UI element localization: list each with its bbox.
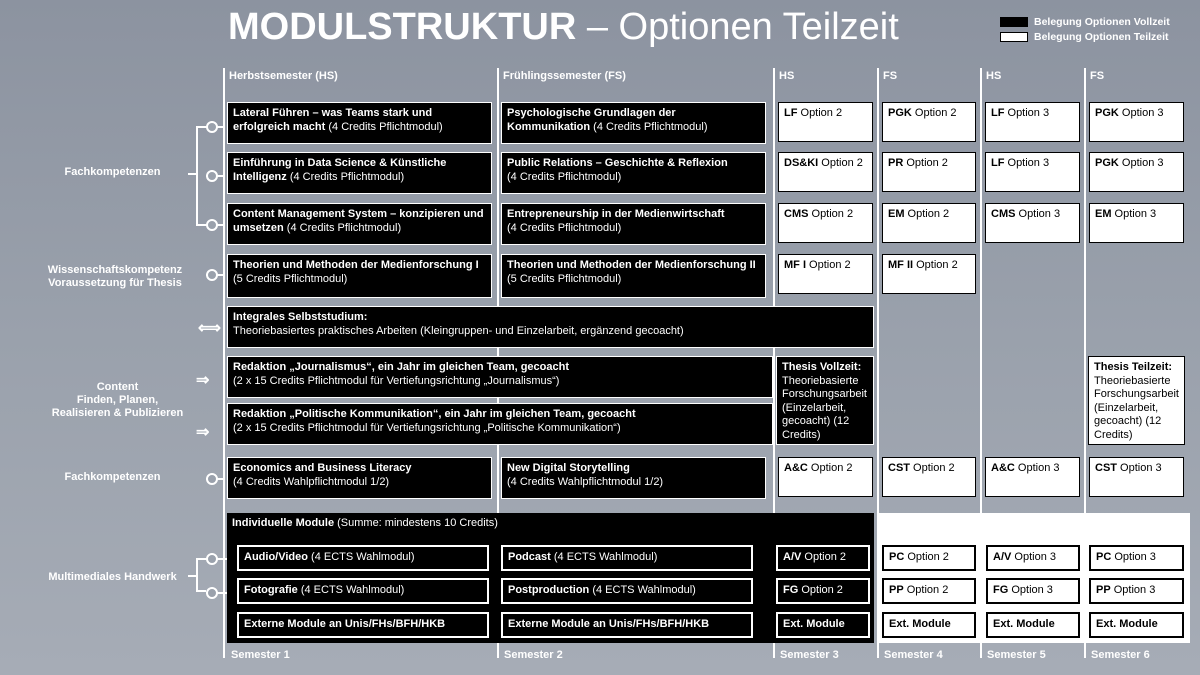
arrow-right-icon: ⇒: [196, 372, 210, 389]
individuelle-module-title: Individuelle Module (Summe: mindestens 10 Credits): [232, 517, 498, 529]
module-data-science: Einführung in Data Science & Künstliche Intelligenz (4 Credits Pflichtmodul): [227, 152, 492, 194]
thesis-vollzeit: Thesis Vollzeit: Theoriebasierte Forschungsarbeit (Einzelarbeit, gecoacht) (12 Credits): [776, 356, 874, 445]
option-mf1-2: MF I Option 2: [778, 254, 873, 294]
column-head-4: FS: [883, 70, 898, 82]
column-head-hs: Herbstsemester (HS): [229, 70, 338, 82]
option-ac-3: A&C Option 3: [985, 457, 1080, 497]
option-ext-4: Ext. Module: [882, 612, 976, 638]
option-dski-2: DS&KI Option 2: [778, 152, 873, 192]
option-pgk-2: PGK Option 2: [882, 102, 976, 142]
semester-label: Semester 6: [1091, 649, 1150, 661]
black-swatch: [1000, 17, 1028, 27]
side-label-fachkompetenzen: Fachkompetenzen: [64, 166, 161, 178]
module-postproduction: Postproduction (4 ECTS Wahlmodul): [501, 578, 753, 604]
semester-label: Semester 5: [987, 649, 1046, 661]
connector-line: [188, 173, 198, 175]
double-arrow-icon: ⟺: [198, 320, 221, 337]
option-ext-5: Ext. Module: [986, 612, 1080, 638]
module-cms: Content Management System – konzipieren und umsetzen (4 Credits Pflichtmodul): [227, 203, 492, 245]
module-entrepreneurship: Entrepreneurship in der Medienwirtschaft (4 Credits Pflichtmodul): [501, 203, 766, 245]
module-medienforschung-1: Theorien und Methoden der Medienforschung I (5 Credits Pflichtmodul): [227, 254, 492, 298]
arrow-right-icon: ⇒: [196, 424, 210, 441]
module-integrales-selbststudium: Integrales Selbststudium: Theoriebasiertes praktisches Arbeiten (Kleingruppen- und Einzelarbeit, ergänzend gecoacht): [227, 306, 874, 348]
connector-dot: [206, 170, 218, 182]
option-pr-2: PR Option 2: [882, 152, 976, 192]
option-av-2: A/V Option 2: [776, 545, 870, 571]
option-cms-3: CMS Option 3: [985, 203, 1080, 243]
module-storytelling: New Digital Storytelling (4 Credits Wahlpflichtmodul 1/2): [501, 457, 766, 499]
option-pp-3: PP Option 3: [1089, 578, 1184, 604]
module-fotografie: Fotografie (4 ECTS Wahlmodul): [237, 578, 489, 604]
side-label-multimedia: Multimediales Handwerk: [48, 571, 177, 583]
bracket-fach: [196, 126, 206, 226]
column-head-3: HS: [779, 70, 795, 82]
module-redaktion-journalismus: Redaktion „Journalismus“, ein Jahr im gleichen Team, gecoacht (2 x 15 Credits Pflichtmodul für Vertiefungsrichtung „Journalismus“): [227, 356, 773, 398]
option-av-3: A/V Option 3: [986, 545, 1080, 571]
semester-label: Semester 2: [504, 649, 563, 661]
option-pp-2: PP Option 2: [882, 578, 976, 604]
module-lateral-fuehren: Lateral Führen – was Teams stark und erfolgreich macht (4 Credits Pflichtmodul): [227, 102, 492, 144]
option-cst-3: CST Option 3: [1089, 457, 1184, 497]
page-title: MODULSTRUKTUR – Optionen Teilzeit: [228, 6, 899, 48]
option-fg-2: FG Option 2: [776, 578, 870, 604]
connector-dot: [206, 553, 218, 565]
legend: [1000, 14, 1170, 44]
option-pc-3: PC Option 3: [1089, 545, 1184, 571]
semester-label: Semester 1: [231, 649, 290, 661]
module-extern-1: Externe Module an Unis/FHs/BFH/HKB: [237, 612, 489, 638]
module-public-relations: Public Relations – Geschichte & Reflexion (4 Credits Pflichtmodul): [501, 152, 766, 194]
connector-dot: [206, 473, 218, 485]
module-podcast: Podcast (4 ECTS Wahlmodul): [501, 545, 753, 571]
option-cst-2: CST Option 2: [882, 457, 976, 497]
semester-label: Semester 4: [884, 649, 943, 661]
legend-teilzeit: Belegung Optionen Teilzeit: [1000, 29, 1170, 44]
option-pgk-3b: PGK Option 3: [1089, 152, 1184, 192]
option-fg-3: FG Option 3: [986, 578, 1080, 604]
connector-dot: [206, 587, 218, 599]
option-em-2: EM Option 2: [882, 203, 976, 243]
option-ext-3: Ext. Module: [776, 612, 870, 638]
module-economics: Economics and Business Literacy (4 Credits Wahlpflichtmodul 1/2): [227, 457, 492, 499]
option-pgk-3: PGK Option 3: [1089, 102, 1184, 142]
side-label-wissenschaft: Wissenschaftskompetenz Voraussetzung für Thesis: [47, 264, 183, 289]
connector-dot: [206, 219, 218, 231]
option-pc-2: PC Option 2: [882, 545, 976, 571]
option-ext-6: Ext. Module: [1089, 612, 1184, 638]
option-cms-2: CMS Option 2: [778, 203, 873, 243]
module-extern-2: Externe Module an Unis/FHs/BFH/HKB: [501, 612, 753, 638]
option-em-3: EM Option 3: [1089, 203, 1184, 243]
semester-label: Semester 3: [780, 649, 839, 661]
white-swatch: [1000, 32, 1028, 42]
connector-dot: [206, 269, 218, 281]
column-head-fs: Frühlingssemester (FS): [503, 70, 626, 82]
connector-dot: [206, 121, 218, 133]
option-lf-3b: LF Option 3: [985, 152, 1080, 192]
option-mf2-2: MF II Option 2: [882, 254, 976, 294]
option-lf-3: LF Option 3: [985, 102, 1080, 142]
module-redaktion-politik: Redaktion „Politische Kommunikation“, ein Jahr im gleichen Team, gecoacht (2 x 15 Credits Pflichtmodul für Vertiefungsrichtung „Politische Kommunikation“): [227, 403, 773, 445]
option-lf-2: LF Option 2: [778, 102, 873, 142]
legend-vollzeit: Belegung Optionen Vollzeit: [1000, 14, 1170, 29]
connector-line: [188, 575, 198, 577]
side-label-fachkompetenzen-2: Fachkompetenzen: [64, 471, 161, 483]
module-psychologie: Psychologische Grundlagen der Kommunikation (4 Credits Pflichtmodul): [501, 102, 766, 144]
column-head-6: FS: [1090, 70, 1105, 82]
thesis-teilzeit: Thesis Teilzeit: Theoriebasierte Forschungsarbeit (Einzelarbeit, gecoacht) (12 Credits): [1088, 356, 1185, 445]
semester-divider: [223, 68, 225, 658]
option-ac-2: A&C Option 2: [778, 457, 873, 497]
module-medienforschung-2: Theorien und Methoden der Medienforschung II (5 Credits Pflichtmodul): [501, 254, 766, 298]
side-label-content: Content Finden, Planen, Realisieren & Publizieren: [51, 381, 184, 419]
module-audio-video: Audio/Video (4 ECTS Wahlmodul): [237, 545, 489, 571]
column-head-5: HS: [986, 70, 1002, 82]
